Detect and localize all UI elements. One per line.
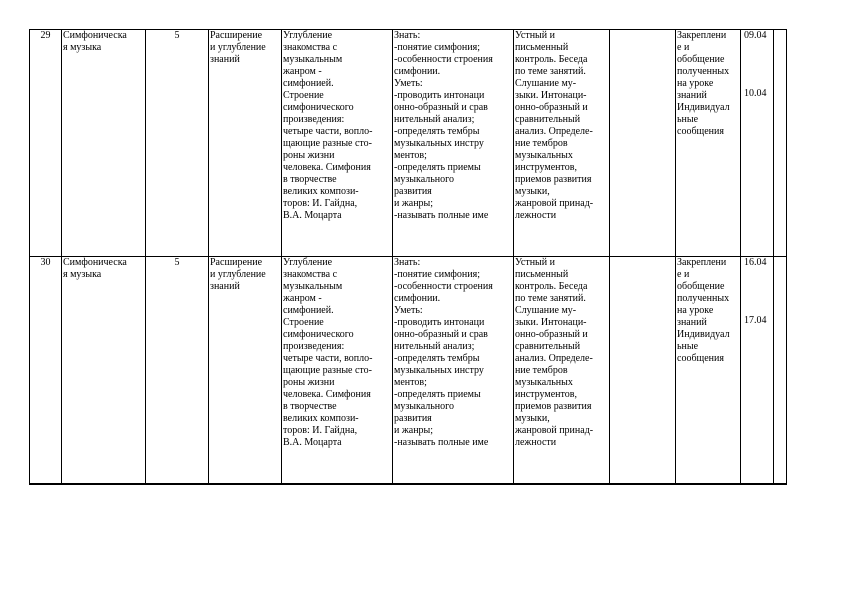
lesson-homework-line: знаний (677, 317, 707, 328)
lesson-extra (610, 30, 676, 257)
lesson-requirements-line: онно-образный и срав (394, 329, 488, 340)
lesson-topic-line: Симфоническа (63, 257, 127, 268)
lesson-requirements-line: -особенности строения (394, 54, 493, 65)
lesson-content-line: в творчестве (283, 401, 337, 412)
lesson-requirements-line: -называть полные име (394, 437, 489, 448)
lesson-requirements-line: симфонии. (394, 293, 441, 304)
lesson-requirements-line: -понятие симфония; (394, 269, 480, 280)
lesson-control-line: приемов развития (515, 174, 592, 185)
lesson-requirements-line: -определять тембры (394, 353, 480, 364)
lesson-requirements-line: -проводить интонаци (394, 317, 485, 328)
lesson-homework-line: ьные (677, 114, 699, 125)
lesson-content-line: роны жизни (283, 150, 335, 161)
lesson-control (514, 30, 610, 257)
lesson-control-line: инструментов, (515, 389, 577, 400)
lesson-type-line: знаний (210, 54, 240, 65)
lesson-control-line: музыкальных (515, 377, 573, 388)
lesson-topic-text (63, 30, 144, 256)
lesson-control-line: контроль. Беседа (515, 54, 588, 65)
lesson-requirements-text (394, 257, 512, 483)
lesson-topic-line: я музыка (63, 42, 102, 53)
lesson-content-line: в творчестве (283, 174, 337, 185)
table-row (30, 30, 787, 257)
lesson-requirements-line: музыкального (394, 174, 454, 185)
lesson-content-line: Углубление (283, 30, 333, 41)
lesson-content-line: Углубление (283, 257, 333, 268)
lesson-content-text (283, 30, 391, 256)
lesson-homework-line: полученных (677, 293, 730, 304)
lesson-homework (676, 257, 741, 485)
lesson-homework-line: ьные (677, 341, 699, 352)
lesson-control-line: музыкальных (515, 150, 573, 161)
lesson-requirements-line: -особенности строения (394, 281, 493, 292)
lesson-requirements-line: музыкальных инстру (394, 138, 484, 149)
lesson-content-line: человека. Симфония (283, 389, 371, 400)
lesson-control-line: приемов развития (515, 401, 592, 412)
lesson-content-line: щающие разные сто- (283, 138, 373, 149)
lesson-control-line: инструментов, (515, 162, 577, 173)
lesson-control-line: зыки. Интонаци- (515, 317, 587, 328)
lesson-homework-text (677, 30, 739, 256)
lesson-type-text (210, 30, 280, 256)
planned-date: 16.04 (744, 257, 767, 268)
lesson-control-line: письменный (515, 269, 569, 280)
lesson-requirements-line: симфонии. (394, 66, 441, 77)
lesson-content (282, 257, 393, 485)
lesson-type (209, 30, 282, 257)
lesson-content-line: торов: И. Гайдна, (283, 425, 358, 436)
lesson-control-line: ние тембров (515, 138, 568, 149)
lesson-content-line: В.А. Моцарта (283, 437, 342, 448)
lesson-type (209, 257, 282, 485)
lesson-content-line: торов: И. Гайдна, (283, 198, 358, 209)
lesson-requirements-line: ментов; (394, 150, 427, 161)
lesson-control (514, 257, 610, 485)
lesson-control-line: Слушание му- (515, 78, 577, 89)
lesson-control-line: анализ. Определе- (515, 126, 593, 137)
lesson-control-line: сравнительный (515, 341, 581, 352)
lesson-homework-line: е и (677, 269, 690, 280)
lesson-requirements-line: нительный анализ; (394, 114, 475, 125)
lesson-control-line: онно-образный и (515, 329, 588, 340)
lesson-requirements (393, 257, 514, 485)
lesson-control-line: письменный (515, 42, 569, 53)
table-row (30, 257, 787, 485)
lesson-hours: 5 (146, 257, 209, 485)
lesson-requirements-line: -определять приемы (394, 162, 481, 173)
lesson-requirements-line: Знать: (394, 257, 421, 268)
lesson-homework-line: Закреплени (677, 30, 727, 41)
lesson-requirements-line: -называть полные име (394, 210, 489, 221)
lesson-dates (741, 257, 774, 485)
lesson-homework (676, 30, 741, 257)
lesson-requirements-line: и жанры; (394, 425, 434, 436)
lesson-content-line: великих компози- (283, 186, 359, 197)
lesson-content-line: знакомства с (283, 42, 338, 53)
lesson-requirements-line: и жанры; (394, 198, 434, 209)
lesson-homework-line: обобщение (677, 54, 725, 65)
lesson-homework-line: Индивидуал (677, 329, 730, 340)
lesson-content-line: симфонического (283, 329, 354, 340)
lesson-type-line: Расширение (210, 257, 263, 268)
lesson-control-line: лежности (515, 437, 557, 448)
lesson-control-text (515, 257, 608, 483)
lesson-type-line: знаний (210, 281, 240, 292)
lesson-extra (610, 257, 676, 485)
lesson-control-line: Слушание му- (515, 305, 577, 316)
lesson-requirements-line: Знать: (394, 30, 421, 41)
lesson-content-line: произведения: (283, 114, 345, 125)
planned-date: 17.04 (744, 315, 767, 326)
lesson-homework-text (677, 257, 739, 483)
lesson-topic-line: Симфоническа (63, 30, 127, 41)
lesson-homework-line: сообщения (677, 353, 724, 364)
lesson-requirements-text (394, 30, 512, 256)
lesson-control-line: жанровой принад- (515, 198, 594, 209)
lesson-topic-line: я музыка (63, 269, 102, 280)
lesson-content-line: щающие разные сто- (283, 365, 373, 376)
lesson-topic (62, 257, 146, 485)
lesson-homework-line: Индивидуал (677, 102, 730, 113)
lesson-homework-line: е и (677, 42, 690, 53)
lesson-number: 29 (30, 30, 62, 257)
lesson-control-line: Устный и (515, 30, 555, 41)
lesson-topic-text (63, 257, 144, 483)
lesson-requirements-line: развития (394, 186, 432, 197)
lesson-requirements-line: -определять тембры (394, 126, 480, 137)
lesson-homework-line: Закреплени (677, 257, 727, 268)
lesson-requirements-line: -понятие симфония; (394, 42, 480, 53)
lesson-control-text (515, 30, 608, 256)
lesson-control-line: зыки. Интонаци- (515, 90, 587, 101)
lesson-content-line: симфонией. (283, 305, 334, 316)
lesson-type-line: Расширение (210, 30, 263, 41)
lesson-table-body (30, 30, 787, 485)
planned-date: 09.04 (744, 30, 767, 41)
lesson-fact-date (774, 257, 787, 485)
lesson-control-line: анализ. Определе- (515, 353, 593, 364)
lesson-homework-line: обобщение (677, 281, 725, 292)
lesson-requirements-line: Уметь: (394, 305, 423, 316)
lesson-homework-line: на уроке (677, 78, 714, 89)
lesson-requirements-line: -определять приемы (394, 389, 481, 400)
lesson-content-line: В.А. Моцарта (283, 210, 342, 221)
lesson-content-line: жанром - (283, 293, 322, 304)
planned-date: 10.04 (744, 88, 767, 99)
lesson-content-line: симфонического (283, 102, 354, 113)
lesson-requirements-line: нительный анализ; (394, 341, 475, 352)
lesson-control-line: онно-образный и (515, 102, 588, 113)
lesson-requirements (393, 30, 514, 257)
lesson-control-line: лежности (515, 210, 557, 221)
lesson-requirements-line: -проводить интонаци (394, 90, 485, 101)
lesson-homework-line: на уроке (677, 305, 714, 316)
lesson-requirements-line: Уметь: (394, 78, 423, 89)
lesson-fact-date (774, 30, 787, 257)
lesson-content-line: человека. Симфония (283, 162, 371, 173)
lesson-plan-table (29, 29, 787, 485)
lesson-requirements-line: ментов; (394, 377, 427, 388)
lesson-control-line: музыки, (515, 186, 550, 197)
lesson-control-line: музыки, (515, 413, 550, 424)
lesson-control-line: сравнительный (515, 114, 581, 125)
lesson-content-line: великих компози- (283, 413, 359, 424)
lesson-content-text (283, 257, 391, 483)
lesson-content (282, 30, 393, 257)
lesson-control-line: ние тембров (515, 365, 568, 376)
lesson-control-line: жанровой принад- (515, 425, 594, 436)
lesson-control-line: по теме занятий. (515, 293, 586, 304)
lesson-content-line: симфонией. (283, 78, 334, 89)
lesson-type-line: и углубление (210, 42, 266, 53)
lesson-content-line: роны жизни (283, 377, 335, 388)
lesson-requirements-line: онно-образный и срав (394, 102, 488, 113)
lesson-type-text (210, 257, 280, 483)
lesson-control-line: контроль. Беседа (515, 281, 588, 292)
lesson-topic (62, 30, 146, 257)
lesson-requirements-line: музыкального (394, 401, 454, 412)
lesson-content-line: четыре части, вопло- (283, 126, 373, 137)
lesson-content-line: музыкальным (283, 54, 343, 65)
lesson-homework-line: знаний (677, 90, 707, 101)
lesson-control-line: по теме занятий. (515, 66, 586, 77)
lesson-content-line: музыкальным (283, 281, 343, 292)
lesson-hours: 5 (146, 30, 209, 257)
lesson-content-line: жанром - (283, 66, 322, 77)
lesson-requirements-line: развития (394, 413, 432, 424)
lesson-homework-line: сообщения (677, 126, 724, 137)
lesson-control-line: Устный и (515, 257, 555, 268)
lesson-content-line: четыре части, вопло- (283, 353, 373, 364)
lesson-content-line: Строение (283, 90, 324, 101)
lesson-number: 30 (30, 257, 62, 485)
lesson-homework-line: полученных (677, 66, 730, 77)
lesson-dates (741, 30, 774, 257)
lesson-requirements-line: музыкальных инстру (394, 365, 484, 376)
lesson-content-line: Строение (283, 317, 324, 328)
lesson-content-line: знакомства с (283, 269, 338, 280)
lesson-type-line: и углубление (210, 269, 266, 280)
lesson-content-line: произведения: (283, 341, 345, 352)
